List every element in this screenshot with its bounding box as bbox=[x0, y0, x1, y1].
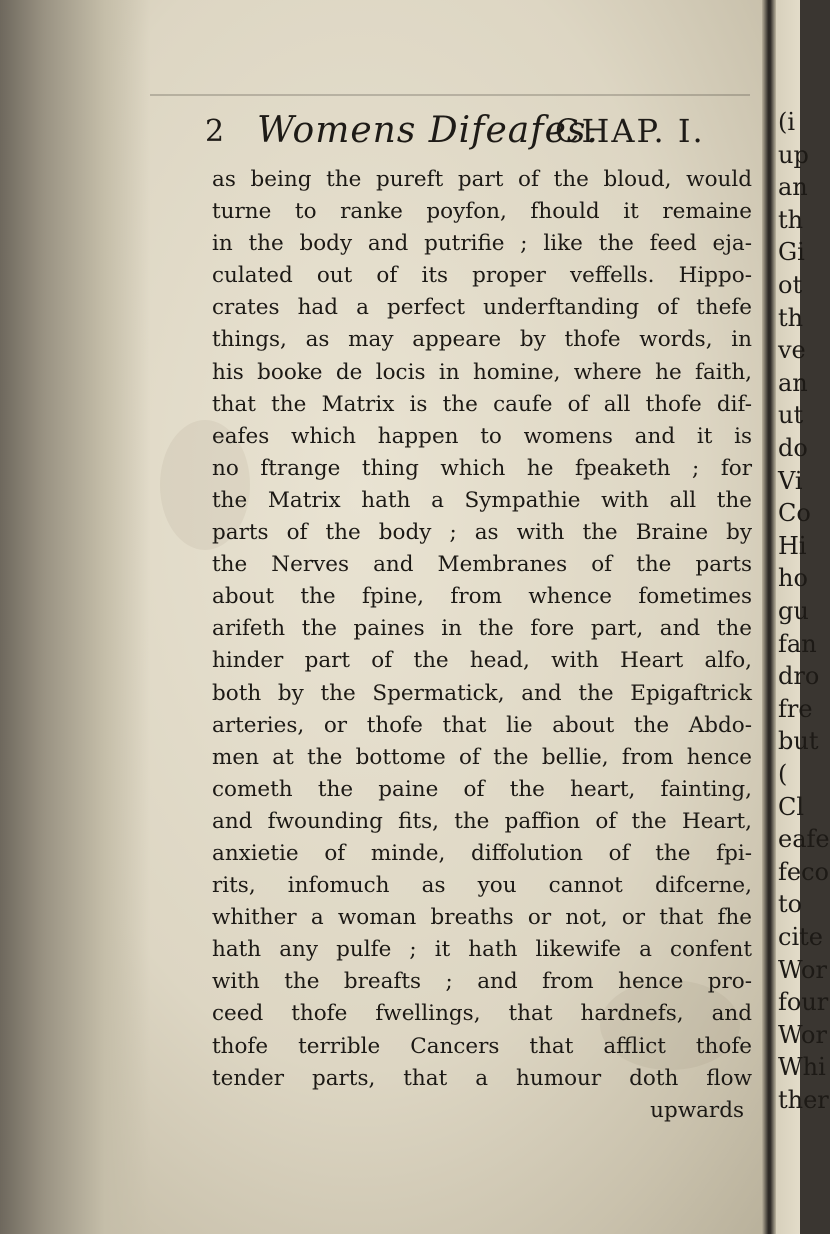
next-page-fragment: ut bbox=[778, 401, 804, 430]
text-line: men at the bottome of the bellie, from hence bbox=[212, 744, 752, 770]
next-page-fragment: gu bbox=[778, 597, 809, 625]
running-title: Womens Difeafes. bbox=[257, 110, 599, 151]
text-line: in the body and putrifie ; like the feed eja- bbox=[212, 231, 752, 257]
next-page-fragment: ho bbox=[778, 564, 808, 593]
text-line: ceed thofe fwellings, that hardnefs, and bbox=[212, 1001, 752, 1027]
next-page-fragment: up bbox=[778, 140, 809, 169]
page-gap bbox=[762, 0, 776, 1234]
next-page-fragment: do bbox=[778, 434, 808, 462]
next-page-fragment: th bbox=[778, 205, 804, 234]
next-page-fragment: to bbox=[778, 890, 803, 919]
text-line: upwards bbox=[650, 1097, 744, 1123]
text-line: as being the pureft part of the bloud, would bbox=[212, 167, 752, 192]
next-page-fragment: Hi bbox=[778, 531, 807, 560]
text-line: both by the Spermatick, and the Epigaftrick bbox=[212, 680, 752, 706]
next-page-fragment: Wor bbox=[778, 1020, 827, 1049]
text-line: whither a woman breaths or not, or that fhe bbox=[212, 905, 752, 931]
next-page-fragment: feco bbox=[778, 857, 829, 886]
next-page-fragment: Gi bbox=[778, 238, 805, 267]
next-page-edge bbox=[776, 0, 830, 1234]
next-page-fragment: (i bbox=[778, 108, 796, 136]
text-line: thofe terrible Cancers that afflict thofe bbox=[212, 1033, 752, 1059]
text-line: culated out of its proper veffells. Hippo- bbox=[212, 263, 752, 289]
text-line: and fwounding fits, the paffion of the Heart, bbox=[212, 808, 752, 834]
text-line: arteries, or thofe that lie about the Abdo- bbox=[212, 712, 752, 738]
text-line: that the Matrix is the caufe of all thofe dif- bbox=[212, 391, 752, 417]
text-line: turne to ranke poyfon, fhould it remaine bbox=[212, 199, 752, 225]
next-page-fragment: ( bbox=[778, 760, 788, 788]
text-line: eafes which happen to womens and it is bbox=[212, 423, 752, 449]
next-page-fragment: dro bbox=[778, 662, 820, 691]
next-page-fragment: ot bbox=[778, 271, 803, 299]
next-page-fragment: Vi bbox=[778, 466, 803, 495]
text-line: tender parts, that a humour doth flow bbox=[212, 1065, 752, 1091]
next-page-fragment: an bbox=[778, 368, 808, 397]
next-page-fragment: an bbox=[778, 173, 808, 202]
next-page-fragment: Whi bbox=[778, 1053, 826, 1082]
next-page-fragment: fre bbox=[778, 694, 813, 723]
text-line: arifeth the paines in the fore part, and the bbox=[212, 616, 752, 642]
binding-gutter bbox=[0, 0, 150, 1234]
text-line: crates had a perfect underftanding of thefe bbox=[212, 295, 752, 321]
next-page-fragment: Co bbox=[778, 499, 811, 528]
text-line: anxietie of minde, diffolution of the fpi- bbox=[212, 840, 752, 866]
page-top-edge bbox=[150, 94, 750, 96]
text-line: parts of the body ; as with the Braine by bbox=[212, 520, 752, 546]
text-line: his booke de locis in homine, where he faith, bbox=[212, 359, 752, 385]
text-line: no ftrange thing which he fpeaketh ; for bbox=[212, 455, 752, 481]
next-page-fragment: four bbox=[778, 988, 829, 1017]
next-page-fragment: cite bbox=[778, 923, 823, 951]
text-line: things, as may appeare by thofe words, in bbox=[212, 327, 752, 353]
text-line: the Nerves and Membranes of the parts bbox=[212, 552, 752, 578]
text-line: with the breafts ; and from hence pro- bbox=[212, 969, 752, 995]
text-line: cometh the paine of the heart, fainting, bbox=[212, 776, 752, 802]
chapter-label: CHAP. I. bbox=[555, 112, 705, 150]
page-header bbox=[205, 110, 750, 156]
next-page-fragment: ve bbox=[778, 336, 806, 365]
next-page-fragment: but bbox=[778, 727, 819, 756]
text-line: hath any pulfe ; it hath likewife a confent bbox=[212, 937, 752, 963]
next-page-fragment: th bbox=[778, 303, 804, 332]
next-page-fragment: Wor bbox=[778, 955, 827, 984]
text-line: rits, infomuch as you cannot difcerne, bbox=[212, 873, 752, 899]
next-page-fragment: eafe bbox=[778, 825, 830, 854]
text-line: the Matrix hath a Sympathie with all the bbox=[212, 487, 752, 513]
text-line: about the fpine, from whence fometimes bbox=[212, 584, 752, 610]
page-number: 2 bbox=[205, 114, 225, 149]
next-page-fragment: fan bbox=[778, 629, 817, 658]
text-line: hinder part of the head, with Heart alfo, bbox=[212, 648, 752, 674]
body-text bbox=[212, 164, 752, 1127]
next-page-fragment: ther bbox=[778, 1086, 829, 1114]
next-page-fragment: Cl bbox=[778, 792, 805, 821]
